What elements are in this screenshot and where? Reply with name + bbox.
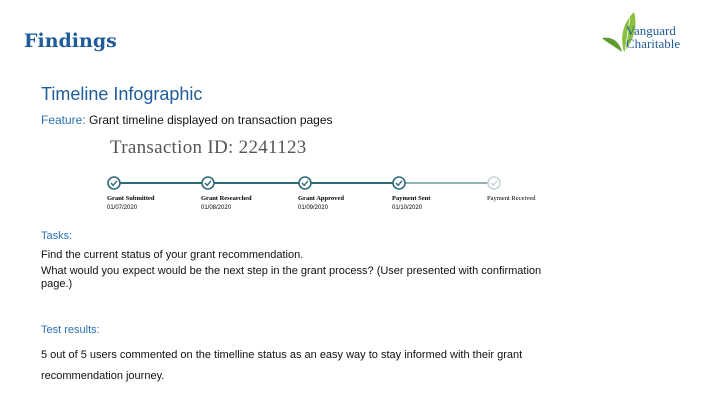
step-date: 01/08/2020: [201, 205, 232, 211]
step-name: Grant Approved: [298, 195, 344, 202]
logo-wordmark: [626, 24, 680, 50]
test-results-text: 5 out of 5 users commented on the timelline status as an easy way to stay informed with their grant recommendation journey.: [41, 349, 523, 382]
step-circle: [202, 177, 214, 189]
step-name: Grant Submitted: [107, 195, 155, 202]
step-date: 01/10/2020: [392, 205, 423, 211]
page-title: Findings: [24, 30, 117, 52]
step-circle: [488, 177, 500, 189]
step-name: Grant Researched: [201, 195, 252, 202]
step-name: Payment Received: [487, 195, 536, 202]
step-date: 01/07/2020: [107, 205, 138, 211]
test-results-label: Test results:: [41, 324, 100, 336]
step-circle: [108, 177, 120, 189]
feature-text: Grant timeline displayed on transaction pages: [89, 113, 333, 127]
task-item-1: Find the current status of your grant recommendation.: [41, 249, 304, 261]
logo-line-1: Vanguard: [626, 23, 676, 38]
task-item-2: What would you expect would be the next step in the grant process? (User presented with confirmation page.): [41, 265, 542, 290]
step-circle: [299, 177, 311, 189]
feature-line: [41, 113, 333, 127]
transaction-title: Transaction ID: 2241123: [110, 137, 307, 158]
step-circle: [393, 177, 405, 189]
step-name: Payment Sent: [392, 195, 431, 202]
grant-timeline: [100, 170, 560, 220]
tasks-label: Tasks:: [41, 230, 73, 242]
step-date: 01/09/2020: [298, 205, 329, 211]
section-subtitle: Timeline Infographic: [41, 84, 203, 104]
feature-label: Feature:: [41, 113, 86, 127]
timeline-step: [487, 177, 536, 202]
logo-line-2: Charitable: [626, 36, 681, 51]
